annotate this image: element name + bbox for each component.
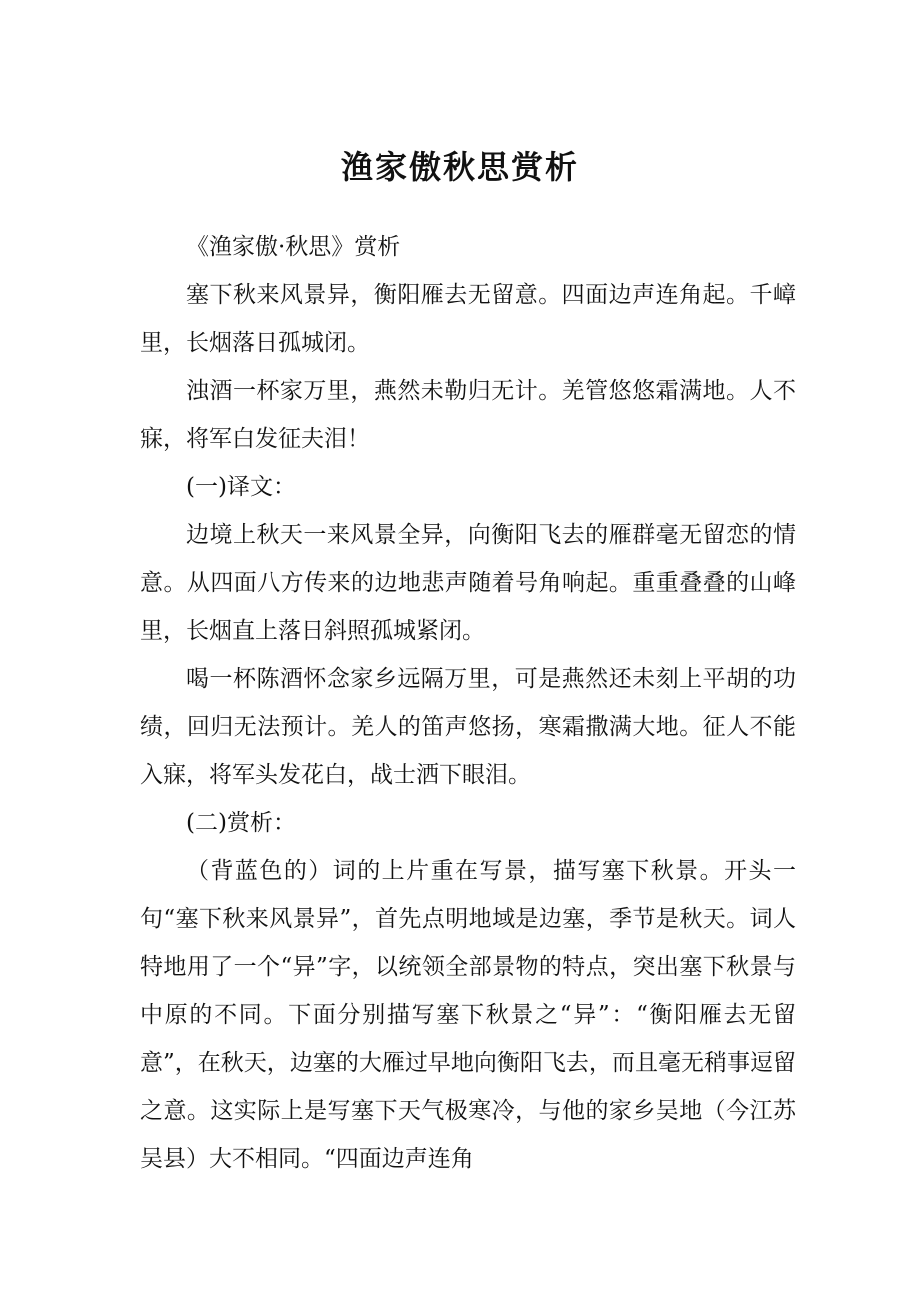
- poem-stanza-2: 浊酒一杯家万里，燕然未勒归无计。羌管悠悠霜满地。人不寐，将军白发征夫泪！: [140, 378, 796, 452]
- translation-paragraph-1: 边境上秋天一来风景全异，向衡阳飞去的雁群毫无留恋的情意。从四面八方传来的边地悲声随着号角响起。重重叠叠的山峰里，长烟直上落日斜照孤城紧闭。: [140, 522, 796, 644]
- paragraph-heading: 《渔家傲·秋思》赏析: [186, 234, 401, 260]
- document-body: [140, 223, 796, 1183]
- analysis-paragraph-1: （背蓝色的）词的上片重在写景，描写塞下秋景。开头一句“塞下秋来风景异”，首先点明地域是边塞，季节是秋天。词人特地用了一个“异”字，以统领全部景物的特点，突出塞下秋景与中原的不同。下面分别描写塞下秋景之“异”：“衡阳雁去无留意”，在秋天，边塞的大雁过早地向衡阳飞去，而且毫无稍事逗留之意。这实际上是写塞下天气极寒冷，与他的家乡吴地（今江苏吴县）大不相同。“四面边声连角: [140, 858, 796, 1172]
- section-translation-heading: (一)译文：: [186, 474, 296, 500]
- document-title: 渔家傲秋思赏析: [340, 148, 579, 186]
- poem-stanza-1: 塞下秋来风景异，衡阳雁去无留意。四面边声连角起。千嶂里，长烟落日孤城闭。: [140, 282, 796, 356]
- section-analysis-heading: (二)赏析：: [186, 810, 296, 836]
- translation-paragraph-2: 喝一杯陈酒怀念家乡远隔万里，可是燕然还未刻上平胡的功绩，回归无法预计。羌人的笛声悠扬，寒霜撒满大地。征人不能入寐，将军头发花白，战士洒下眼泪。: [140, 666, 796, 788]
